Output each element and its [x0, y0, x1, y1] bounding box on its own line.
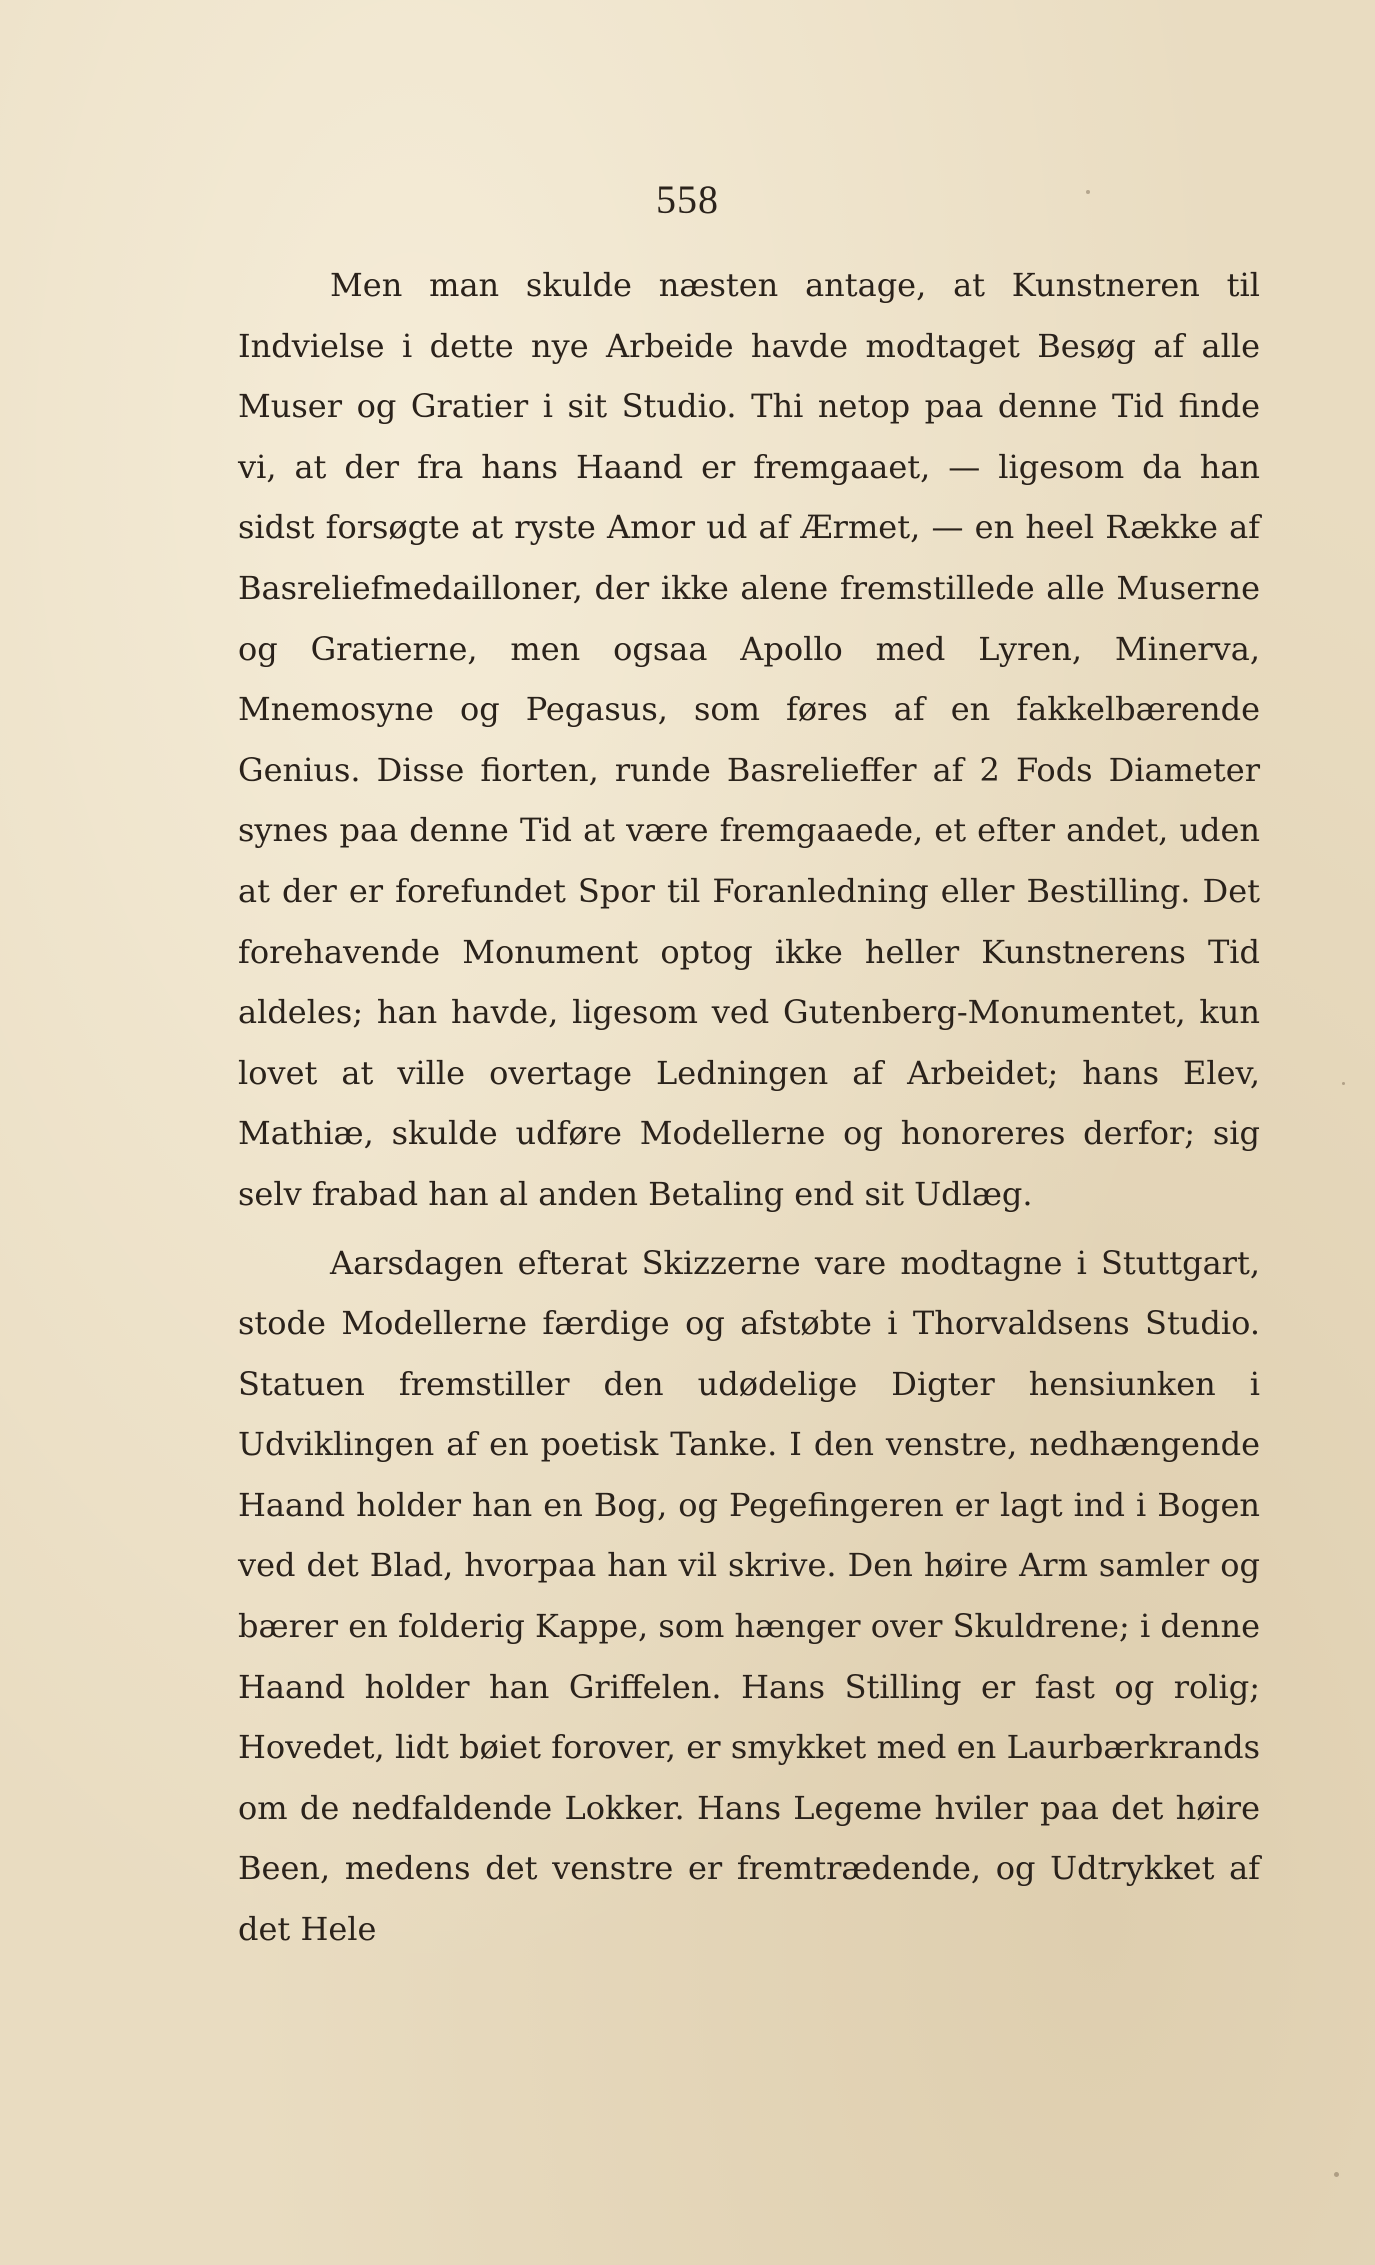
paragraph-2: Aarsdagen efterat Skizzerne vare modtagne i Stuttgart, stode Modellerne færdige og afstøbte i Thorvaldsens Studio. Statuen fremstiller den udødelige Digter hensiunken i Udviklingen af en poetisk Tanke. I den venstre, nedhængende Haand holder han en Bog, og Pegefingeren er lagt ind i Bogen ved det Blad, hvorpaa han vil skrive. Den høire Arm samler og bærer en folderig Kappe, som hænger over Skuldrene; i denne Haand holder han Griffelen. Hans Stilling er fast og rolig; Hovedet, lidt bøiet forover, er smykket med en Laurbærkrands om de nedfaldende Lokker. Hans Legeme hviler paa det høire Been, medens det venstre er fremtrædende, og Udtrykket af det Hele	[238, 1243, 1260, 1949]
body-text	[238, 255, 1260, 1960]
paper-speck	[1086, 190, 1090, 194]
paper-speck	[1334, 2172, 1339, 2177]
paper-speck	[1342, 1082, 1345, 1085]
page-number: 558	[656, 177, 719, 222]
paragraph-1: Men man skulde næsten antage, at Kunstneren til Indvielse i dette nye Arbeide havde modtaget Besøg af alle Muser og Gratier i sit Studio. Thi netop paa denne Tid finde vi, at der fra hans Haand er fremgaaet, — ligesom da han sidst forsøgte at ryste Amor ud af Ærmet, — en heel Række af Basreliefmedailloner, der ikke alene fremstillede alle Muserne og Gratierne, men ogsaa Apollo med Lyren, Minerva, Mnemosyne og Pegasus, som føres af en fakkelbærende Genius. Disse fiorten, runde Basrelieffer af 2 Fods Diameter synes paa denne Tid at være fremgaaede, et efter andet, uden at der er forefundet Spor til Foranledning eller Bestilling. Det forehavende Monument optog ikke heller Kunstnerens Tid aldeles; han havde, ligesom ved Gutenberg-Monumentet, kun lovet at ville overtage Ledningen af Arbeidet; hans Elev, Mathiæ, skulde udføre Modellerne og honoreres derfor; sig selv frabad han al anden Betaling end sit Udlæg.	[238, 266, 1260, 1213]
